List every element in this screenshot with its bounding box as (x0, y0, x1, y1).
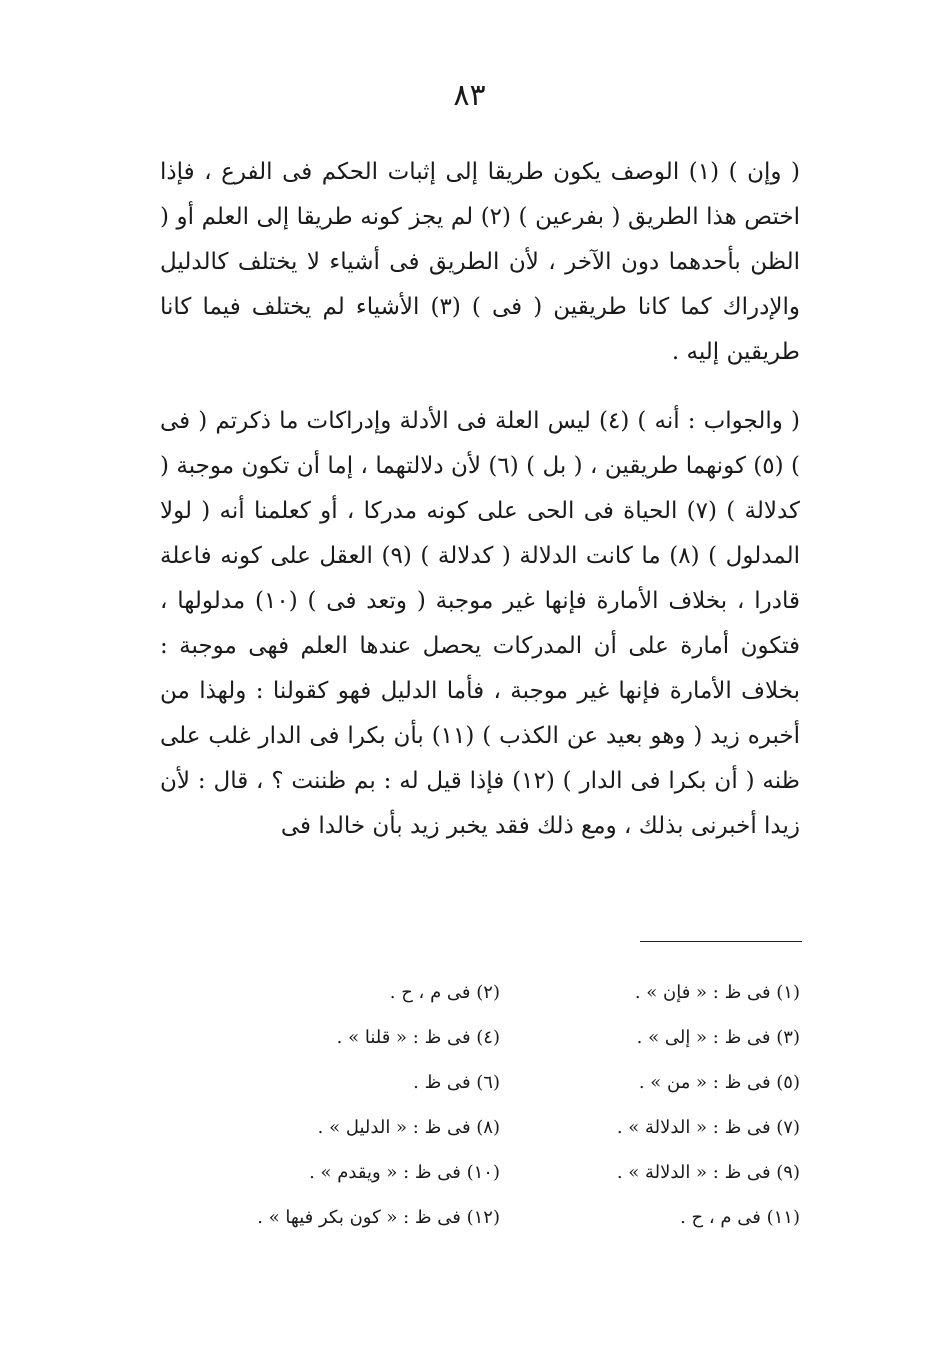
footnote-2: (٢) فى م ، ح . (389, 982, 500, 1003)
page-number: ٨٣ (453, 78, 486, 113)
footnote-7: (٧) فى ظ : « الدلالة » . (616, 1117, 800, 1138)
footnote-12: (١٢) فى ظ : « كون بكر فيها » . (257, 1207, 500, 1228)
footnote-10: (١٠) فى ظ : « ويقدم » . (309, 1162, 500, 1183)
footnote-5: (٥) فى ظ : « من » . (638, 1072, 800, 1093)
footnote-6: (٦) فى ظ . (413, 1072, 500, 1093)
main-text (160, 150, 800, 849)
footnote-1: (١) فى ظ : « فإن » . (634, 982, 800, 1003)
footnotes (200, 970, 800, 1240)
paragraph-1: ( وإن ) (١) الوصف يكون طريقا إلى إثبات الحكم فى الفرع ، فإذا اختص هذا الطريق ( بفرعين ) (٢) لم يجز كونه طريقا إلى العلم أو ( الظن بأحدهما دون الآخر ، لأن الطريق فى أشياء لا يختلف كالدليل والإدراك كما كانا طريقين ( فى ) (٣) الأشياء لم يختلف فيما كانا طريقين إليه . (160, 159, 800, 365)
footnote-11: (١١) فى م ، ح . (680, 1207, 800, 1228)
footnote-9: (٩) فى ظ : « الدلالة » . (616, 1162, 800, 1183)
footnote-4: (٤) فى ظ : « قلنا » . (336, 1027, 500, 1048)
footnote-8: (٨) فى ظ : « الدليل » . (317, 1117, 500, 1138)
footnote-separator (640, 941, 802, 942)
paragraph-2: ( والجواب : أنه ) (٤) ليس العلة فى الأدلة وإدراكات ما ذكرتم ( فى ) (٥) كونهما طريقين ، ( بل ) (٦) لأن دلالتهما ، إما أن تكون موجبة ( كدلالة ) (٧) الحياة فى الحى على كونه مدركا ، أو كعلمنا أنه ( لولا المدلول ) (٨) ما كانت الدلالة ( كدلالة ) (٩) العقل على كونه فاعلة قادرا ، بخلاف الأمارة فإنها غير موجبة ( وتعد فى ) (١٠) مدلولها ، فتكون أمارة على أن المدركات يحصل عندها العلم فهى موجبة : بخلاف الأمارة فإنها غير موجبة ، فأما الدليل فهو كقولنا : ولهذا من أخبره زيد ( وهو بعيد عن الكذب ) (١١) بأن بكرا فى الدار غلب على ظنه ( أن بكرا فى الدار ) (١٢) فإذا قيل له : بم ظننت ؟ ، قال : لأن زيدا أخبرنى بذلك ، ومع ذلك فقد يخبر زيد بأن خالدا فى (160, 408, 801, 839)
footnote-3: (٣) فى ظ : « إلى » . (636, 1027, 800, 1048)
